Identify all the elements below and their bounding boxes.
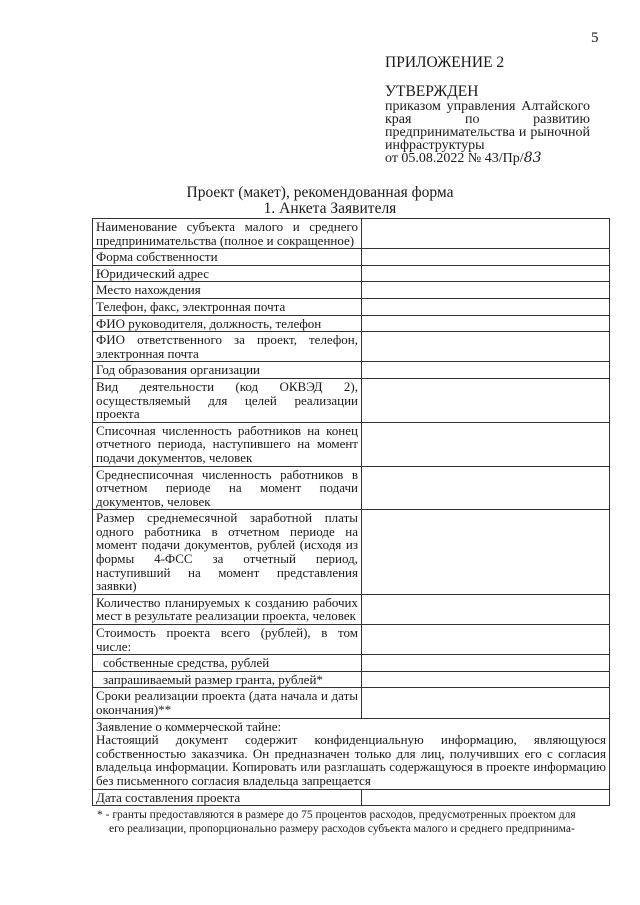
confidentiality-text: Настоящий документ содержит конфиденциальную информацию, являющуюся собственностью заказчика. Он предназначен только для лиц, получивших его с согласия владельца информации. Копировать или разглашать содержащуюся в проекте информацию без письменного согласия владельца запрещается bbox=[96, 732, 606, 788]
approval-block bbox=[385, 56, 590, 165]
row-label: Форма собственности bbox=[93, 249, 362, 266]
row-label: Наименование субъекта малого и среднего предпринимательства (полное и сокращенное) bbox=[93, 219, 362, 249]
row-value[interactable] bbox=[362, 671, 610, 688]
row-label: Сроки реализации проекта (дата начала и даты окончания)** bbox=[93, 688, 362, 718]
row-label: Год образования организации bbox=[93, 362, 362, 379]
row-label: запрашиваемый размер гранта, рублей* bbox=[93, 671, 362, 688]
row-value[interactable] bbox=[362, 466, 610, 510]
table-row bbox=[93, 249, 610, 266]
row-label: ФИО руководителя, должность, телефон bbox=[93, 315, 362, 332]
confidentiality-statement bbox=[93, 718, 610, 789]
confidentiality-row bbox=[93, 718, 610, 789]
row-label: Вид деятельности (код ОКВЭД 2), осуществляемый для целей реализации проекта bbox=[93, 378, 362, 422]
row-value[interactable] bbox=[362, 510, 610, 595]
row-value[interactable] bbox=[362, 422, 610, 466]
table-row bbox=[93, 362, 610, 379]
table-row bbox=[93, 625, 610, 655]
table-row bbox=[93, 594, 610, 624]
row-value[interactable] bbox=[362, 315, 610, 332]
row-label: Телефон, факс, электронная почта bbox=[93, 298, 362, 315]
row-value[interactable] bbox=[362, 332, 610, 362]
table-row bbox=[93, 219, 610, 249]
footnote bbox=[97, 808, 601, 836]
table-row bbox=[93, 332, 610, 362]
approval-handwritten-number: 83 bbox=[523, 150, 542, 166]
confidentiality-heading: Заявление о коммерческой тайне: bbox=[96, 718, 282, 734]
approval-date bbox=[385, 152, 590, 165]
appendix-label: ПРИЛОЖЕНИЕ 2 bbox=[385, 54, 505, 71]
applicant-form-table bbox=[92, 218, 610, 806]
row-value[interactable] bbox=[362, 219, 610, 249]
table-row bbox=[93, 378, 610, 422]
approval-order-text: приказом управления Алтайского края по развитию предпринимательства и рыночной инфраструктуры bbox=[385, 99, 590, 153]
table-row bbox=[93, 315, 610, 332]
row-value[interactable] bbox=[362, 249, 610, 266]
row-value[interactable] bbox=[362, 688, 610, 718]
row-value[interactable] bbox=[362, 298, 610, 315]
date-row-label: Дата составления проекта bbox=[93, 789, 362, 806]
row-value[interactable] bbox=[362, 265, 610, 282]
table-row bbox=[93, 298, 610, 315]
table-row bbox=[93, 655, 610, 672]
table-row bbox=[93, 282, 610, 299]
footnote-line-1: * - гранты предоставляются в размере до 75 процентов расходов, предусмотренных проектом для bbox=[97, 809, 576, 821]
form-title: Проект (макет), рекомендованная форма bbox=[186, 184, 454, 201]
table-row bbox=[93, 510, 610, 595]
row-label: Место нахождения bbox=[93, 282, 362, 299]
approval-date-prefix: от 05.08.2022 № 43/Пр/ bbox=[385, 151, 524, 166]
row-value[interactable] bbox=[362, 282, 610, 299]
table-row bbox=[93, 688, 610, 718]
row-label: Размер среднемесячной заработной платы одного работника в отчетном периоде на момент подачи документов, рублей (исходя из формы 4-ФСС за отчетный период, наступивший на момент представления заявки) bbox=[93, 510, 362, 595]
row-label: Количество планируемых к созданию рабочих мест в результате реализации проекта, человек bbox=[93, 594, 362, 624]
row-value[interactable] bbox=[362, 655, 610, 672]
footnote-line-2: его реализации, пропорционально размеру расходов субъекта малого и среднего предпринима- bbox=[109, 823, 575, 835]
row-label: Стоимость проекта всего (рублей), в том числе: bbox=[93, 625, 362, 655]
row-value[interactable] bbox=[362, 378, 610, 422]
row-label: Списочная численность работников на конец отчетного периода, наступившего на момент подачи документов, человек bbox=[93, 422, 362, 466]
table-row bbox=[93, 671, 610, 688]
row-value[interactable] bbox=[362, 362, 610, 379]
row-label: Юридический адрес bbox=[93, 265, 362, 282]
row-label: собственные средства, рублей bbox=[93, 655, 362, 672]
table-row bbox=[93, 422, 610, 466]
table-row bbox=[93, 265, 610, 282]
row-value[interactable] bbox=[362, 594, 610, 624]
approved-label: УТВЕРЖДЕН bbox=[385, 83, 479, 100]
page-number: 5 bbox=[591, 30, 599, 46]
table-row bbox=[93, 789, 610, 806]
row-value[interactable] bbox=[362, 625, 610, 655]
table-row bbox=[93, 466, 610, 510]
section-title: 1. Анкета Заявителя bbox=[263, 200, 397, 217]
row-label: ФИО ответственного за проект, телефон, электронная почта bbox=[93, 332, 362, 362]
date-row-value[interactable] bbox=[362, 789, 610, 806]
row-label: Среднесписочная численность работников в отчетном периоде на момент подачи документов, человек bbox=[93, 466, 362, 510]
